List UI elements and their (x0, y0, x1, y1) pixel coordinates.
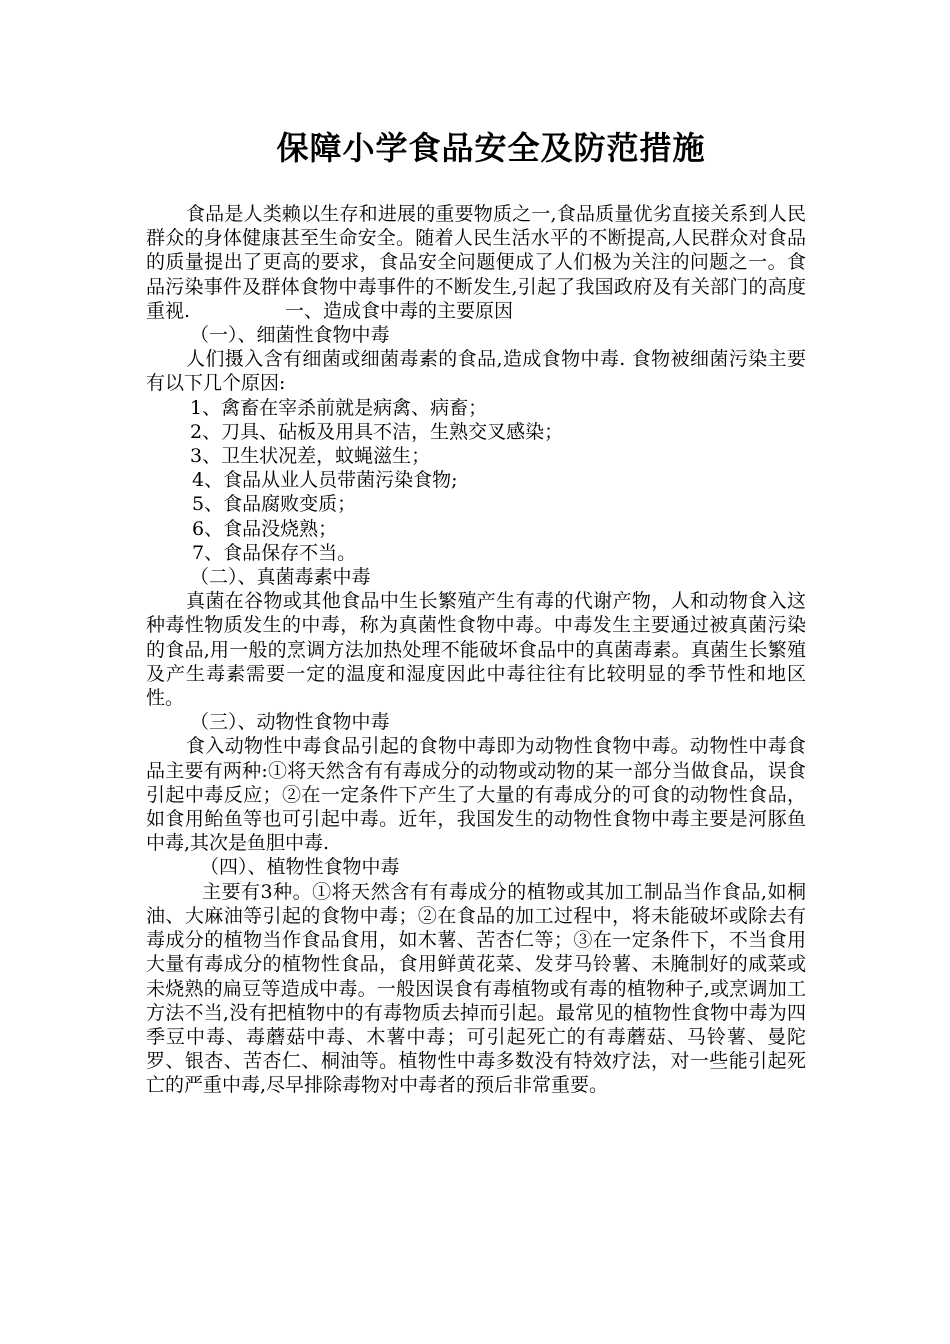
section-1-item: 1、禽畜在宰杀前就是病禽、病畜； (190, 396, 488, 419)
section-1-item: 6、食品没烧熟； (192, 517, 338, 540)
document-body (146, 202, 806, 1098)
document-title: 保障小学食品安全及防范措施 (276, 129, 706, 167)
section-1-item: 4、食品从业人员带菌污染食物; (192, 469, 458, 492)
section-1-item: 7、食品保存不当。 (192, 541, 357, 564)
document-page (146, 124, 806, 1098)
section-4-text: 主要有3种。①将天然含有有毒成分的植物或其加工制品当作食品,如桐油、大麻油等引起的食物中毒；②在食品的加工过程中，将未能破坏或除去有毒成分的植物当作食品食用，如木薯、苦杏仁等；③在一定条件下，不当食用大量有毒成分的植物性食品，食用鲜黄花菜、发芽马铃薯、未腌制好的咸菜或未烧熟的扁豆等造成中毒。一般因误食有毒植物或有毒的植物种子,或烹调加工方法不当,没有把植物中的有毒物质去掉而引起。最常见的植物性食物中毒为四季豆中毒、毒蘑菇中毒、木薯中毒；可引起死亡的有毒蘑菇、马铃薯、曼陀罗、银杏、苦杏仁、桐油等。植物性中毒多数没有特效疗法，对一些能引起死亡的严重中毒,尽早排除毒物对中毒者的预后非常重要。 (146, 880, 806, 1097)
section-1-heading: （一）、细菌性食物中毒 (190, 324, 390, 347)
section-1-text: 人们摄入含有细菌或细菌毒素的食品,造成食物中毒. 食物被细菌污染主要有以下几个原因: (146, 348, 806, 395)
section-1-item: 2、刀具、砧板及用具不洁，生熟交叉感染； (190, 420, 564, 443)
section-3-heading: （三）、动物性食物中毒 (190, 711, 390, 734)
section-3-text: 食入动物性中毒食品引起的食物中毒即为动物性食物中毒。动物性中毒食品主要有两种:①将天然含有有毒成分的动物或动物的某一部分当做食品，误食引起中毒反应；②在一定条件下产生了大量的有毒成分的可食的动物性食品，如食用鲐鱼等也可引起中毒。近年，我国发生的动物性食物中毒主要是河豚鱼中毒,其次是鱼胆中毒. (146, 735, 806, 855)
section-2-text: 真菌在谷物或其他食品中生长繁殖产生有毒的代谢产物，人和动物食入这种毒性物质发生的中毒，称为真菌性食物中毒。中毒发生主要通过被真菌污染的食品,用一般的烹调方法加热处理不能破坏食品中的真菌毒素。真菌生长繁殖及产生毒素需要一定的温度和湿度因此中毒往往有比较明显的季节性和地区性。 (146, 590, 806, 710)
section-1-item: 5、食品腐败变质； (192, 493, 357, 516)
intro-paragraph: 食品是人类赖以生存和进展的重要物质之一,食品质量优劣直接关系到人民群众的身体健康甚至生命安全。随着人民生活水平的不断提高,人民群众对食品的质量提出了更高的要求，食品安全问题便成了人们极为关注的问题之一。食品污染事件及群体食物中毒事件的不断发生,引起了我国政府及有关部门的高度重视. 一、造成食中毒的主要原因 (146, 203, 806, 322)
section-2-heading: （二）、真菌毒素中毒 (190, 566, 371, 589)
section-4-heading: （四）、植物性食物中毒 (200, 856, 400, 879)
section-1-item: 3、卫生状况差，蚊蝇滋生； (190, 445, 431, 468)
